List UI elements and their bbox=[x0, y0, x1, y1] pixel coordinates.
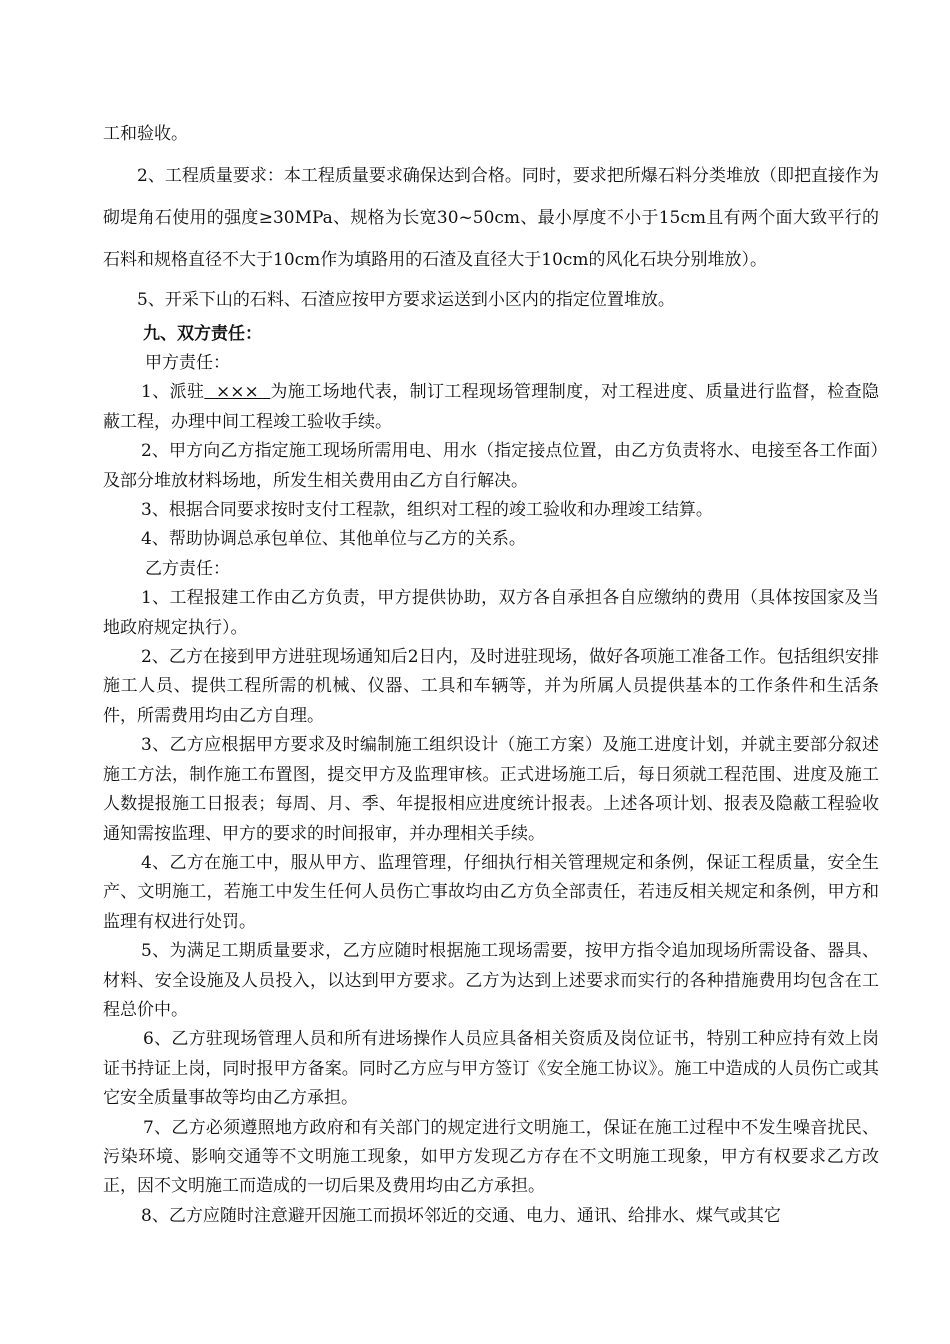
party-b-item-6: 6、乙方驻现场管理人员和所有进场操作人员应具备相关资质及岗位证书，特别工种应持有效上岗证书持证上岗，同时报甲方备案。同时乙方应与甲方签订《安全施工协议》。施工中造成的人员伤亡或其它安全质量事故等均由乙方承担。 bbox=[103, 1029, 879, 1109]
section-heading-responsibilities: 九、双方责任： bbox=[143, 324, 262, 344]
party-a-title: 甲方责任： bbox=[145, 353, 230, 373]
site-representative-blank: ××× bbox=[204, 382, 271, 403]
party-b-title: 乙方责任： bbox=[145, 558, 230, 579]
party-b-item-3: 3、乙方应根据甲方要求及时编制施工组织设计（施工方案）及施工进度计划，并就主要部分叙述施工方法，制作施工布置图，提交甲方及监理审核。正式进场施工后，每日须就工程范围、进度及施工人数提报施工日报表；每周、月、季、年提报相应进度统计报表。上述各项计划、报表及隐蔽工程验收通知需按监理、甲方的要求的时间报审，并办理相关手续。 bbox=[103, 735, 879, 844]
party-a-item-1 bbox=[103, 378, 879, 437]
document-page bbox=[103, 113, 879, 1231]
party-b-item-4: 4、乙方在施工中，服从甲方、监理管理，仔细执行相关管理规定和条例，保证工程质量，安全生产、文明施工，若施工中发生任何人员伤亡事故均由乙方负全部责任，若违反相关规定和条例，甲方和监理有权进行处罚。 bbox=[103, 852, 879, 932]
party-b-item-7: 7、乙方必须遵照地方政府和有关部门的规定进行文明施工，保证在施工过程中不发生噪音扰民、污染环境、影响交通等不文明施工现象，如甲方发现乙方存在不文明施工现象，甲方有权要求乙方改正，因不文明施工而造成的一切后果及费用均由乙方承担。 bbox=[103, 1117, 879, 1197]
party-a-item-2: 2、甲方向乙方指定施工现场所需用电、用水（指定接点位置，由乙方负责将水、电接至各工作面）及部分堆放材料场地，所发生相关费用由乙方自行解决。 bbox=[103, 441, 879, 491]
party-b-item-2: 2、乙方在接到甲方进驻现场通知后2日内，及时进驻现场，做好各项施工准备工作。包括组织安排施工人员、提供工程所需的机械、仪器、工具和车辆等，并为所属人员提供基本的工作条件和生活条件，所需费用均由乙方自理。 bbox=[103, 647, 879, 726]
paragraph-continuation: 工和验收。 bbox=[103, 124, 188, 144]
paragraph-material-transport: 5、开采下山的石料、石渣应按甲方要求运送到小区内的指定位置堆放。 bbox=[137, 290, 675, 310]
party-a-item-4: 4、帮助协调总承包单位、其他单位与乙方的关系。 bbox=[141, 529, 526, 550]
party-a-item-3: 3、根据合同要求按时支付工程款，组织对工程的竣工验收和办理竣工结算。 bbox=[141, 500, 713, 521]
party-b-item-1: 1、工程报建工作由乙方负责，甲方提供协助，双方各自承担各自应缴纳的费用（具体按国家及当地政府规定执行）。 bbox=[103, 588, 879, 638]
party-b-item-5: 5、为满足工期质量要求，乙方应随时根据施工现场需要，按甲方指令追加现场所需设备、器具、材料、安全设施及人员投入，以达到甲方要求。乙方为达到上述要求而实行的各种措施费用均包含在工程总价中。 bbox=[103, 941, 879, 1020]
party-a-item-1-prefix: 1、派驻 bbox=[141, 382, 205, 403]
paragraph-quality-requirement: 2、工程质量要求：本工程质量要求确保达到合格。同时，要求把所爆石料分类堆放（即把直接作为砌堤角石使用的强度≥30MPa、规格为长宽30~50cm、最小厚度不小于15cm且有两个面大致平行的石料和规格直径不大于10cm作为填路用的石渣及直径大于10cm的风化石块分别堆放）。 bbox=[103, 166, 879, 270]
party-a-item-1-text: 为施工场地代表，制订工程现场管理制度，对工程进度、质量进行监督，检查隐蔽工程，办理中间工程竣工验收手续。 bbox=[103, 382, 879, 432]
party-b-item-8: 8、乙方应随时注意避开因施工而损坏邻近的交通、电力、通讯、给排水、煤气或其它 bbox=[141, 1205, 781, 1226]
